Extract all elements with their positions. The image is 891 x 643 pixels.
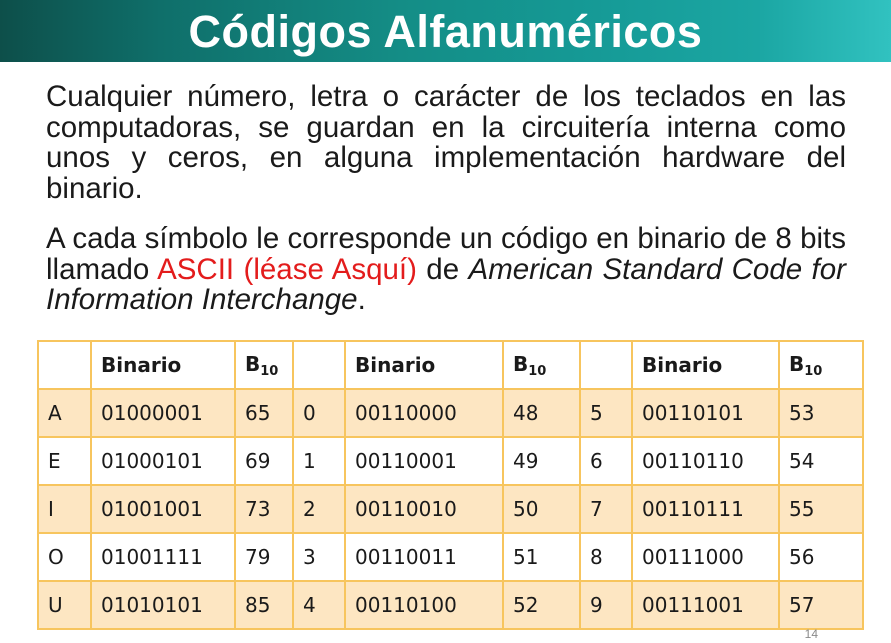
table-cell: 51 — [503, 533, 580, 581]
table-cell: 00111001 — [632, 581, 779, 629]
ascii-paragraph-text-1: A cada símbolo le corresponde un código en binario de 8 bits llamado — [46, 222, 846, 286]
table-cell: 00110000 — [345, 389, 503, 437]
slide-title: Códigos Alfanuméricos — [188, 6, 703, 57]
header-base-label: B — [513, 351, 529, 376]
table-cell: 2 — [293, 485, 345, 533]
header-base-label: B — [789, 351, 805, 376]
table-cell: 00110001 — [345, 437, 503, 485]
table-cell: 01001111 — [91, 533, 235, 581]
header-base10-cell — [235, 341, 293, 389]
ascii-paragraph-text-3: . — [357, 283, 366, 316]
table-header-row — [38, 341, 863, 389]
ascii-paragraph-text-2: de — [416, 252, 469, 286]
table-cell: 57 — [779, 581, 863, 629]
table-cell: 00110100 — [345, 581, 503, 629]
table-cell: 01001001 — [91, 485, 235, 533]
table-cell: 53 — [779, 389, 863, 437]
table-cell: 55 — [779, 485, 863, 533]
ascii-table — [37, 340, 864, 630]
table-cell: 52 — [503, 581, 580, 629]
table-cell: 00111000 — [632, 533, 779, 581]
table-cell: 85 — [235, 581, 293, 629]
table-cell: 8 — [580, 533, 632, 581]
table-cell: 48 — [503, 389, 580, 437]
table-cell: 00110111 — [632, 485, 779, 533]
table-cell: 54 — [779, 437, 863, 485]
header-base10-cell — [779, 341, 863, 389]
table-cell: 01000001 — [91, 389, 235, 437]
ascii-paragraph — [46, 224, 846, 316]
title-bar — [0, 0, 891, 62]
table-cell: 00110011 — [345, 533, 503, 581]
ascii-highlight: ASCII (léase Asquí) — [157, 252, 417, 286]
table-cell: 56 — [779, 533, 863, 581]
table-row — [38, 437, 863, 485]
intro-paragraph: Cualquier número, letra o carácter de los teclados en las computadoras, se guardan en la circuitería interna como unos y ceros, en alguna implementación hardware del binario. — [46, 80, 846, 205]
header-binary-cell: Binario — [91, 341, 235, 389]
table-cell: 79 — [235, 533, 293, 581]
table-cell: 50 — [503, 485, 580, 533]
table-cell: 6 — [580, 437, 632, 485]
table-cell: 00110110 — [632, 437, 779, 485]
table-cell: 7 — [580, 485, 632, 533]
header-binary-cell: Binario — [345, 341, 503, 389]
table-cell: 00110101 — [632, 389, 779, 437]
table-cell: A — [38, 389, 91, 437]
header-symbol-cell — [580, 341, 632, 389]
header-symbol-cell — [38, 341, 91, 389]
header-symbol-cell — [293, 341, 345, 389]
table-row — [38, 581, 863, 629]
table-cell: 3 — [293, 533, 345, 581]
header-base10-cell — [503, 341, 580, 389]
ascii-table-container — [37, 340, 864, 630]
table-cell: 73 — [235, 485, 293, 533]
table-cell: I — [38, 485, 91, 533]
table-cell: 01000101 — [91, 437, 235, 485]
table-cell: U — [38, 581, 91, 629]
table-cell: 65 — [235, 389, 293, 437]
table-row — [38, 485, 863, 533]
table-cell: 69 — [235, 437, 293, 485]
header-binary-cell: Binario — [632, 341, 779, 389]
table-row — [38, 533, 863, 581]
table-row — [38, 389, 863, 437]
table-cell: 01010101 — [91, 581, 235, 629]
table-cell: 00110010 — [345, 485, 503, 533]
table-cell: 5 — [580, 389, 632, 437]
table-cell: O — [38, 533, 91, 581]
table-cell: 0 — [293, 389, 345, 437]
header-base-label: B — [245, 351, 261, 376]
header-base-subscript: 10 — [804, 363, 823, 379]
table-cell: 1 — [293, 437, 345, 485]
table-cell: 9 — [580, 581, 632, 629]
header-base-subscript: 10 — [528, 363, 547, 379]
header-base-subscript: 10 — [260, 363, 279, 379]
ascii-expansion: American Standard Code for Information Interchange — [46, 252, 846, 316]
page-number: 14 — [804, 627, 818, 641]
table-cell: 4 — [293, 581, 345, 629]
table-cell: 49 — [503, 437, 580, 485]
table-cell: E — [38, 437, 91, 485]
